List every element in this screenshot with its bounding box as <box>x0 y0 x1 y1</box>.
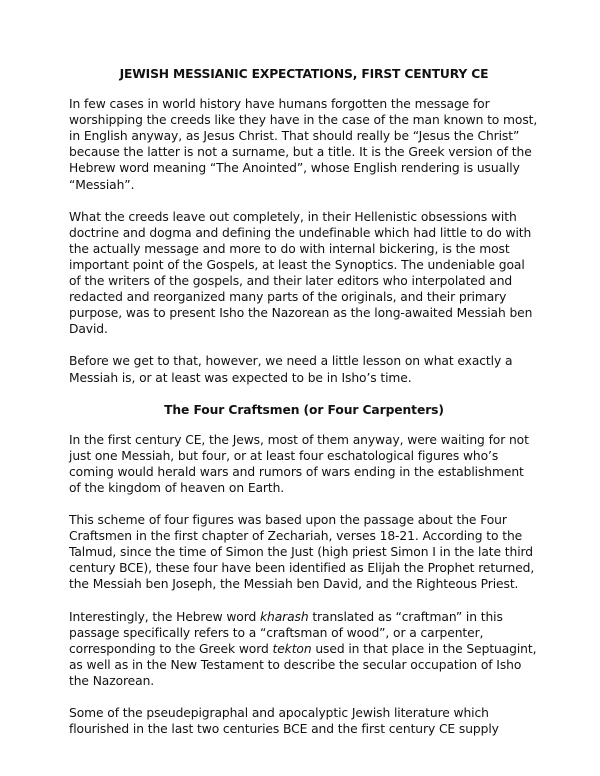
paragraph-3: Before we get to that, however, we need a little lesson on what exactly a Messiah is, or at least was expected to be in Isho’s time. <box>69 354 513 385</box>
term-kharash: kharash <box>259 609 309 624</box>
paragraph-5: This scheme of four figures was based upon the passage about the Four Craftsmen in the first chapter of Zechariah, verses 18-21. According to the Talmud, since the time of Simon the Just (high priest Simon I in the late third century BCE), these four have been identified as Elijah the Prophet returned, the Messiah ben Joseph, the Messiah ben David, and the Righteous Priest. <box>69 513 535 592</box>
paragraph-6-text-a: Interestingly, the Hebrew word <box>69 609 260 624</box>
paragraph-4: In the first century CE, the Jews, most of them anyway, were waiting for not just one Messiah, but four, or at least four eschatological figures who’s coming would herald wars and rumors of wars ending in the establishment of the kingdom of heaven on Earth. <box>69 432 529 495</box>
document-title: JEWISH MESSIANIC EXPECTATIONS, FIRST CENTURY CE <box>119 67 489 81</box>
term-tekton: tekton <box>272 641 312 656</box>
paragraph-1: In few cases in world history have humans forgotten the message for worshipping the creeds like they have in the case of the man known to most, in English anyway, as Jesus Christ. That should really be “Jesus the Christ” because the latter is not a surname, but a title. It is the Greek version of the Hebrew word meaning “The Anointed”, whose English rendering is usually “Messiah”. <box>69 97 538 192</box>
paragraph-6-text-c: translated as “craftman” in this passage specifically refers to a “craftsman of wood”, or a carpenter, corresponding to the Greek word <box>69 609 503 656</box>
document-page <box>69 66 539 753</box>
paragraph-7: Some of the pseudepigraphal and apocalyptic Jewish literature which flourished in the last two centuries BCE and the first century CE supply <box>69 706 499 737</box>
paragraph-2: What the creeds leave out completely, in their Hellenistic obsessions with doctrine and dogma and defining the undefinable which had little to do with the actually message and more to do with internal bickering, is the most important point of the Gospels, at least the Synoptics. The undeniable goal of the writers of the gospels, and their later editors who interpolated and redacted and reorganized many parts of the originals, and their primary purpose, was to present Isho the Nazorean as the long-awaited Messiah ben David. <box>69 209 533 337</box>
section-heading: The Four Craftsmen (or Four Carpenters) <box>164 402 444 417</box>
paragraph-6 <box>69 609 539 689</box>
paragraph-6-text-e: used in that place in the Septuagint, as well as in the New Testament to describe the secular occupation of Isho the Nazorean. <box>69 641 537 688</box>
